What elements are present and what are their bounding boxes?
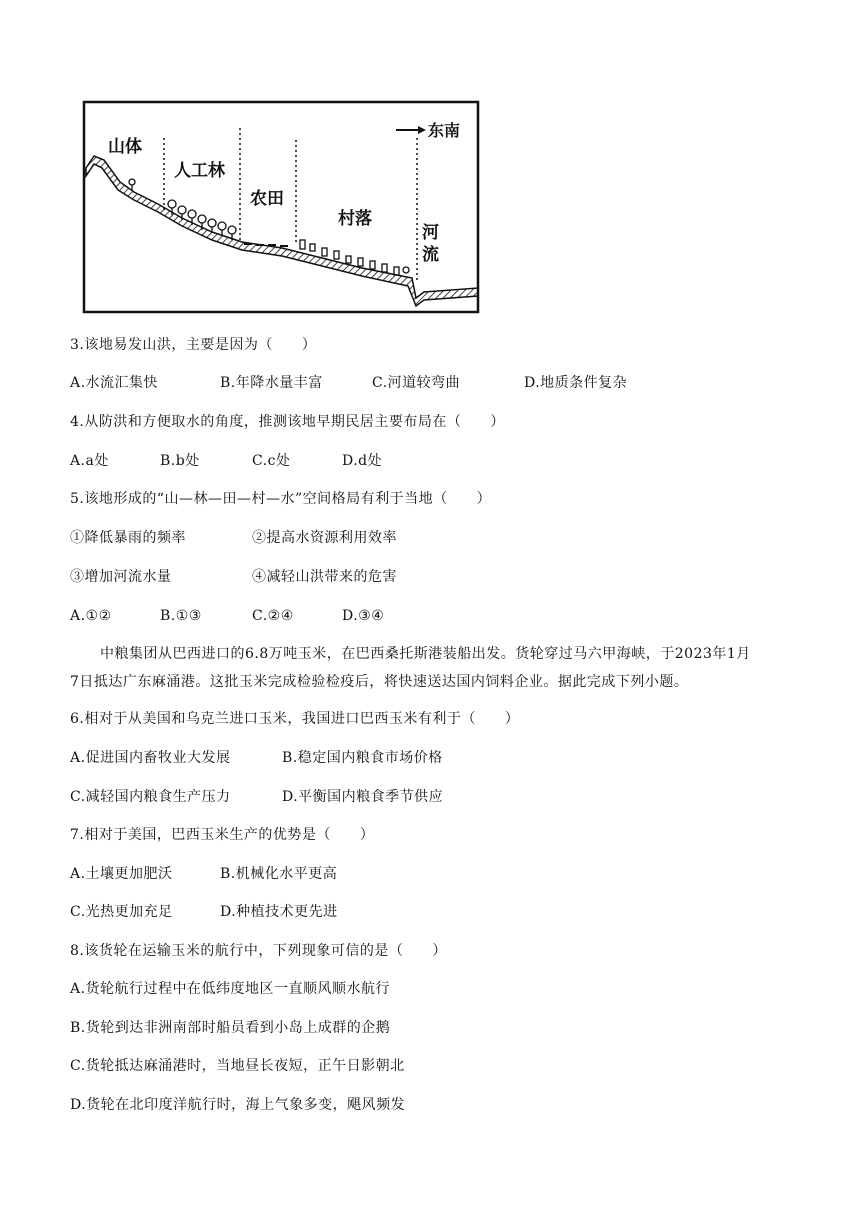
q5-stem: 5.该地形成的“山—林—田—村—水”空间格局有利于当地（ ） bbox=[70, 491, 492, 507]
cross-section-figure bbox=[82, 100, 480, 314]
q7-option-a: A.土壤更加肥沃 bbox=[70, 866, 173, 882]
q6-stem: 6.相对于从美国和乌克兰进口玉米，我国进口巴西玉米有利于（ ） bbox=[70, 711, 520, 727]
q3-option-c: C.河道较弯曲 bbox=[372, 375, 461, 391]
q4-option-a: A.a处 bbox=[70, 453, 109, 469]
q5-option-d: D.③④ bbox=[342, 608, 385, 624]
q3-option-a: A.水流汇集快 bbox=[70, 375, 159, 391]
q3-option-d: D.地质条件复杂 bbox=[524, 375, 628, 391]
label-river-1: 河 bbox=[422, 223, 439, 243]
q5-option-a: A.①② bbox=[70, 608, 112, 624]
label-river-2: 流 bbox=[422, 245, 439, 265]
q5-option-b: B.①③ bbox=[160, 608, 202, 624]
label-forest: 人工林 bbox=[174, 161, 225, 181]
q7-option-b: B.机械化水平更高 bbox=[220, 866, 338, 882]
q4-option-d: D.d处 bbox=[342, 453, 383, 469]
terrain-profile bbox=[86, 156, 478, 306]
q8-option-a: A.货轮航行过程中在低纬度地区一直顺风顺水航行 bbox=[70, 981, 391, 997]
q3-stem: 3.该地易发山洪，主要是因为（ ） bbox=[70, 337, 317, 353]
q3-option-b: B.年降水量丰富 bbox=[220, 375, 323, 391]
q7-option-c: C.光热更加充足 bbox=[70, 904, 173, 920]
direction-arrowhead bbox=[418, 126, 426, 134]
q8-option-d: D.货轮在北印度洋航行时，海上气象多变，飓风频发 bbox=[70, 1097, 406, 1113]
q7-stem: 7.相对于美国，巴西玉米生产的优势是（ ） bbox=[70, 827, 375, 843]
passage-line-2: 7日抵达广东麻涌港。这批玉米完成检验检疫后，将快速送达国内饲料企业。据此完成下列小题。 bbox=[70, 674, 689, 690]
q5-statement-2: ②提高水资源利用效率 bbox=[252, 530, 397, 546]
q6-option-d: D.平衡国内粮食季节供应 bbox=[282, 789, 444, 805]
q8-option-b: B.货轮到达非洲南部时船员看到小岛上成群的企鹅 bbox=[70, 1020, 391, 1036]
q7-option-d: D.种植技术更先进 bbox=[220, 904, 338, 920]
q5-statement-4: ④减轻山洪带来的危害 bbox=[252, 569, 397, 585]
label-direction: 东南 bbox=[428, 121, 461, 140]
q8-stem: 8.该货轮在运输玉米的航行中，下列现象可信的是（ ） bbox=[70, 943, 447, 959]
q4-option-c: C.c处 bbox=[252, 453, 291, 469]
passage-line-1: 中粮集团从巴西进口的6.8万吨玉米，在巴西桑托斯港装船出发。货轮穿过马六甲海峡，于2023年1月 bbox=[100, 646, 751, 662]
q8-option-c: C.货轮抵达麻涌港时，当地昼长夜短，正午日影朝北 bbox=[70, 1058, 405, 1074]
q4-option-b: B.b处 bbox=[160, 453, 200, 469]
q5-statement-1: ①降低暴雨的频率 bbox=[70, 530, 186, 546]
q5-option-c: C.②④ bbox=[252, 608, 294, 624]
forest-trees bbox=[129, 179, 236, 240]
label-mountain: 山体 bbox=[108, 137, 142, 157]
cross-section-diagram bbox=[82, 100, 480, 314]
q6-option-a: A.促进国内畜牧业大发展 bbox=[70, 750, 231, 766]
q5-statement-3: ③增加河流水量 bbox=[70, 569, 172, 585]
q6-option-c: C.减轻国内粮食生产压力 bbox=[70, 789, 231, 805]
label-village: 村落 bbox=[338, 209, 372, 229]
q6-option-b: B.稳定国内粮食市场价格 bbox=[282, 750, 443, 766]
q4-stem: 4.从防洪和方便取水的角度，推测该地早期民居主要布局在（ ） bbox=[70, 414, 505, 430]
label-farmland: 农田 bbox=[250, 189, 284, 209]
